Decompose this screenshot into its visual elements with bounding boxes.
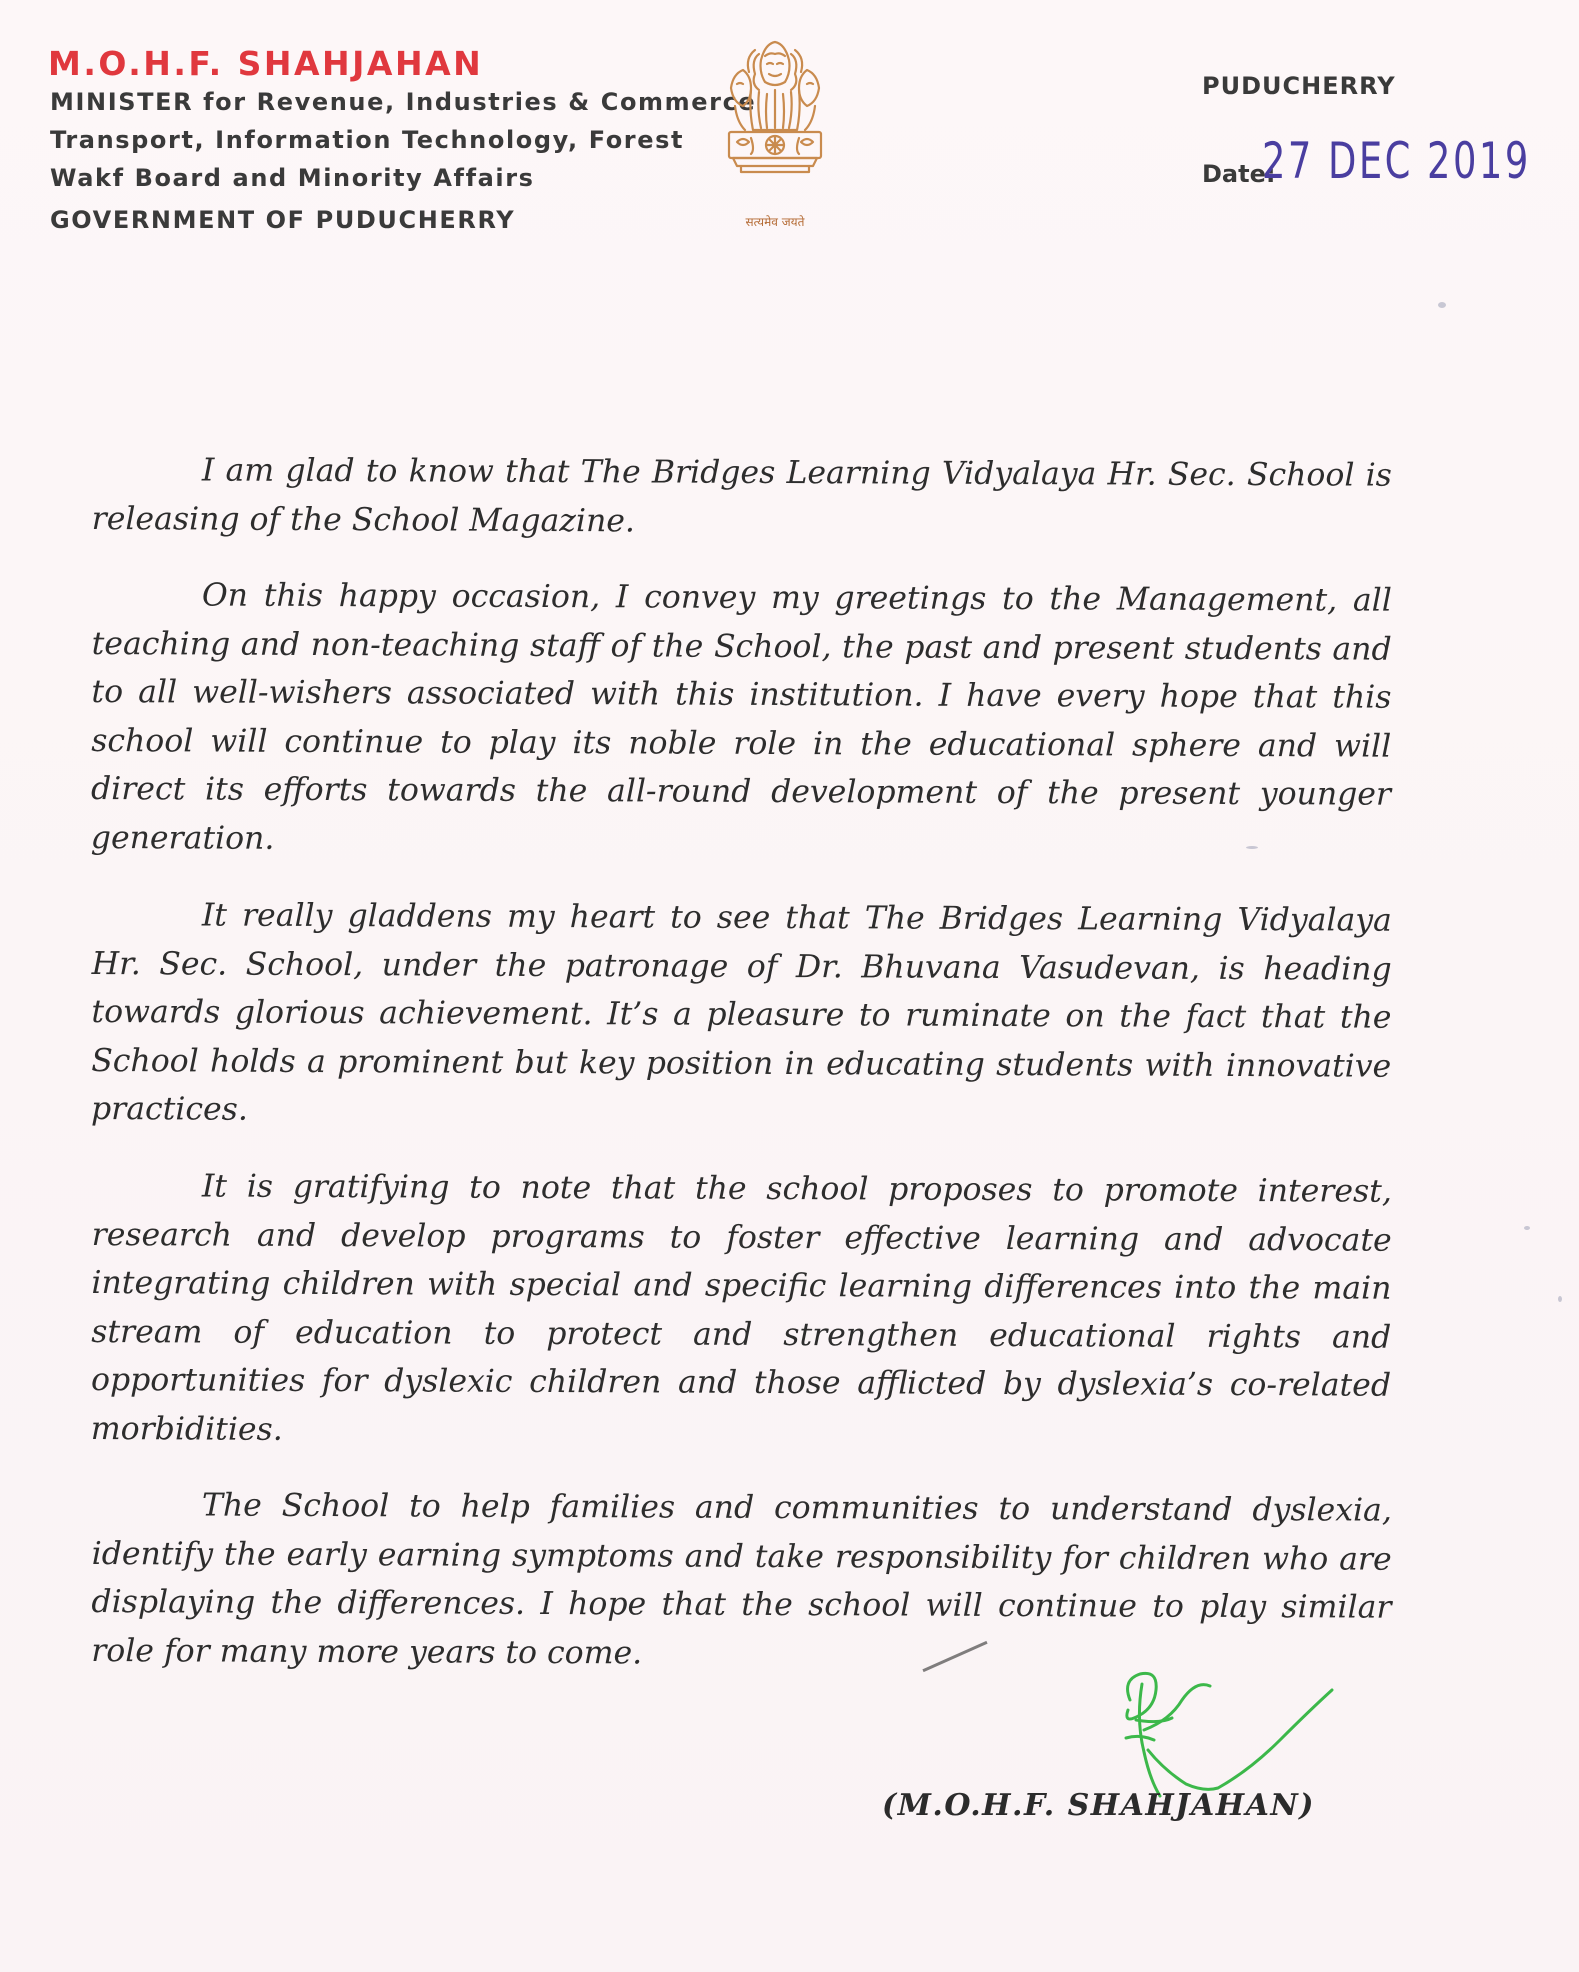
minister-portfolio-line-2: Transport, Information Technology, Forest — [50, 126, 685, 154]
minister-portfolio-line-3: Wakf Board and Minority Affairs — [50, 164, 535, 192]
letter-paragraph: It is gratifying to note that the school proposes to promote interest, research and develop programs to foster effective learning and advocate integrating children with special and specific learning differences into the main stream of education to protect and strengthen educational rights and opportunities for dyslexic children and those afflicted by dyslexia’s co-related morbidities. — [90, 1168, 1392, 1448]
minister-portfolio-line-1: MINISTER for Revenue, Industries & Commerce — [50, 88, 757, 116]
national-emblem-icon — [715, 30, 835, 230]
letter-body — [92, 446, 1392, 1704]
date-label: Date: — [1202, 160, 1276, 188]
paper-speck — [1246, 846, 1258, 849]
government-name: GOVERNMENT OF PUDUCHERRY — [50, 206, 516, 234]
signatory-name: (M.O.H.F. SHAHJAHAN) — [882, 1788, 1315, 1823]
date-stamp: 27 DEC 2019 — [1262, 132, 1531, 190]
paper-speck — [1438, 302, 1446, 308]
paper-speck — [1558, 1296, 1562, 1302]
minister-name-heading: M.O.H.F. SHAHJAHAN — [48, 44, 484, 83]
letter-paragraph: I am glad to know that The Bridges Learning Vidyalaya Hr. Sec. School is releasing of the School Magazine. — [91, 452, 1392, 539]
letter-paragraph: The School to help families and communities to understand dyslexia, identify the early earning symptoms and take responsibility for children who are displaying the differences. I hope that the school will continue to play similar role for many more years to come. — [91, 1487, 1392, 1672]
letter-paragraph: It really gladdens my heart to see that The Bridges Learning Vidyalaya Hr. Sec. School, under the patronage of Dr. Bhuvana Vasudevan, is heading towards glorious achievement. It’s a pleasure to ruminate on the fact that the School holds a prominent but key position in educating students with innovative practices. — [90, 897, 1392, 1128]
paper-speck — [1524, 1226, 1530, 1230]
emblem-motto: सत्यमेव जयते — [745, 215, 805, 229]
letter-paragraph: On this happy occasion, I convey my greetings to the Management, all teaching and non-teaching staff of the School, the past and present students and to all well-wishers associated with this institution. I have every hope that this school will continue to play its noble role in the educational sphere and will direct its efforts towards the all-round development of the present younger generation. — [90, 577, 1392, 857]
place-label: PUDUCHERRY — [1202, 72, 1396, 100]
